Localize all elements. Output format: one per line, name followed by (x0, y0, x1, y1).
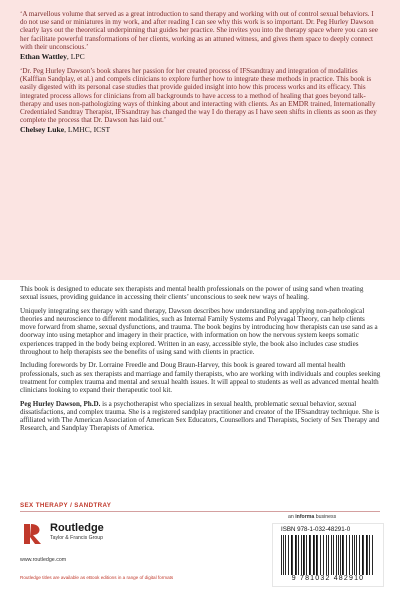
publisher-name: Routledge (50, 522, 104, 534)
review-author-name-1: Ethan Wattley (20, 52, 67, 62)
informa-name: informa (295, 514, 315, 520)
divider (20, 511, 380, 512)
ebook-note: Routledge titles are available as eBook editions in a range of digital formats (20, 575, 174, 580)
reviews-section (20, 10, 382, 140)
review-author-2 (20, 125, 382, 134)
barcode-number: 9 781032 482910 (291, 575, 365, 582)
publisher-logo (20, 522, 160, 552)
barcode-icon (281, 535, 375, 575)
isbn-label: ISBN 978-1-032-48291-0 (281, 526, 351, 533)
review-author-1 (20, 52, 382, 61)
publisher-subtitle: Taylor & Francis Group (50, 535, 104, 541)
review-quote-1: ‘A marvellous volume that served as a great introduction to sand therapy and working with out of control sexual behaviors. I do not use sand or miniatures in my work, and after reading I can see why this work is so important. Dr. Peg Hurley Dawson clearly lays out the theoretical underpinning that guides her practice. She invites you into the therapy space where you can see her facilitate powerful transformations of her clients, working as an attuned witness, and gives them space to deeply connect with their unconscious.’ (20, 10, 378, 51)
description-paragraph-2: Uniquely integrating sex therapy with sand therapy, Dawson describes how understanding and applying non-pathological theories and neuroscience to different modalities, such as Internal Family Systems and Polyvagal Theory, can help clients move forward from shame, sexual dysfunctions, and trauma. The book begins by introducing how therapists can use sand as a doorway into using metaphor and imagery in their practice, with information on how the nervous system keeps somatic experiences trapped in the body being explored. Written in an easy, accessible style, the book also includes case studies throughout to help therapists see the benefits of using sand with clients in practice. (20, 306, 378, 357)
review-author-credential-2: , LMHC, ICST (64, 125, 111, 135)
informa-business-label (288, 514, 336, 520)
author-bio-text: is a psychotherapist who specializes in sexual health, problematic sexual behavior, sexual dissatisfactions, and complex trauma. She is a registered sandplay practitioner and creator of the IFSsandtray technique. She is affiliated with The American Association of American Sex Educators, Counsellors and Therapists, Society of Sex Therapy and Research, and Sandplay Therapists of America. (20, 399, 380, 433)
publisher-website: www.routledge.com (20, 557, 67, 563)
author-bio-name: Peg Hurley Dawson, Ph.D. (20, 399, 101, 408)
barcode-panel (272, 523, 384, 587)
book-description (20, 285, 382, 438)
review-quote-2: ‘Dr. Peg Hurley Dawson’s book shares her passion for her created process of IFSsandtray and integration of modalities (Kalffian Sandplay, et al.) and compels clinicians to explore further how to integrate these methods in practice. This book is easily digested with its personal case studies that provide guided insight into how this process works and its efficacy. This integrated process allows for clinicians from all backgrounds to have access to a method of healing that goes beyond talk-therapy and uses non-pathologizing ways of thinking about and interacting with clients. As an EMDR trained, Internationally Credentialed Sandtray Therapist, IFSsandtray has changed the way I do therapy as I have seen shifts in clients as soon as they complete the process that Dr. Dawson has laid out.’ (20, 67, 377, 125)
review-author-credential-1: , LPC (66, 52, 85, 62)
review-author-name-2: Chelsey Luke (20, 125, 65, 135)
subject-category: SEX THERAPY / SANDTRAY (20, 502, 112, 509)
description-paragraph-3: Including forewords by Dr. Lorraine Freedle and Doug Braun-Harvey, this book is geared toward all mental health professionals, such as sex therapists and marriage and family therapists, who are working with individuals and couples seeking treatment for complex trauma and mental and sexual health issues. It will appeal to students as well as advanced mental health clinicians looking to expand their therapeutic tool kit. (20, 361, 381, 395)
informa-suffix: business (314, 514, 337, 520)
routledge-logo-icon (20, 522, 46, 546)
author-bio (20, 400, 382, 433)
informa-prefix: an (288, 514, 296, 520)
description-paragraph-1: This book is designed to educate sex therapists and mental health professionals on the power of using sand when treating sexual issues, providing guidance in accessing their clients’ unconscious to seek new ways of healing. (20, 285, 364, 302)
